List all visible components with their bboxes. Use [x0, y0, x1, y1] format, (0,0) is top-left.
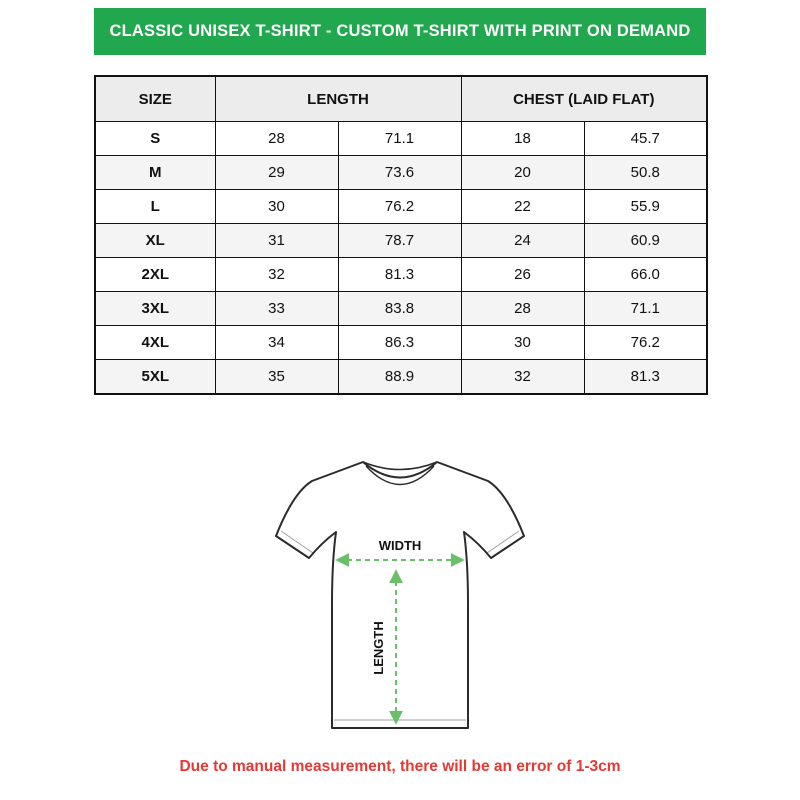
table-row: [95, 156, 707, 190]
cell-size: XL: [95, 224, 215, 258]
tshirt-measurement-diagram: [250, 436, 550, 752]
table-row: [95, 122, 707, 156]
cell-chest-cm: 50.8: [584, 156, 707, 190]
cell-chest-in: 32: [461, 360, 584, 395]
width-label: WIDTH: [378, 538, 422, 553]
cell-length-in: 35: [215, 360, 338, 395]
size-table: [94, 75, 708, 395]
cell-chest-cm: 45.7: [584, 122, 707, 156]
cell-length-cm: 88.9: [338, 360, 461, 395]
table-row: [95, 360, 707, 395]
table-row: [95, 326, 707, 360]
cell-length-in: 28: [215, 122, 338, 156]
cell-length-in: 34: [215, 326, 338, 360]
cell-length-in: 33: [215, 292, 338, 326]
cell-length-cm: 76.2: [338, 190, 461, 224]
cell-length-cm: 81.3: [338, 258, 461, 292]
cell-chest-in: 22: [461, 190, 584, 224]
tshirt-diagram-svg: [250, 436, 550, 752]
cell-length-in: 32: [215, 258, 338, 292]
cell-chest-cm: 66.0: [584, 258, 707, 292]
cell-length-cm: 83.8: [338, 292, 461, 326]
table-row: [95, 258, 707, 292]
cell-length-in: 31: [215, 224, 338, 258]
cell-length-cm: 86.3: [338, 326, 461, 360]
cell-size: L: [95, 190, 215, 224]
cell-size: 4XL: [95, 326, 215, 360]
cell-size: 2XL: [95, 258, 215, 292]
cell-chest-cm: 60.9: [584, 224, 707, 258]
measurement-error-note: Due to manual measurement, there will be an error of 1-3cm: [179, 758, 621, 775]
cell-length-cm: 71.1: [338, 122, 461, 156]
cell-size: S: [95, 122, 215, 156]
cell-chest-in: 24: [461, 224, 584, 258]
cell-length-cm: 73.6: [338, 156, 461, 190]
table-row: [95, 292, 707, 326]
cell-chest-cm: 71.1: [584, 292, 707, 326]
cell-size: 5XL: [95, 360, 215, 395]
cell-chest-cm: 76.2: [584, 326, 707, 360]
title-banner: [94, 8, 706, 55]
cell-length-in: 30: [215, 190, 338, 224]
cell-chest-in: 26: [461, 258, 584, 292]
header-length: LENGTH: [215, 76, 461, 122]
page-title: CLASSIC UNISEX T-SHIRT - CUSTOM T-SHIRT WITH PRINT ON DEMAND: [109, 22, 691, 40]
cell-chest-cm: 55.9: [584, 190, 707, 224]
table-row: [95, 190, 707, 224]
cell-size: M: [95, 156, 215, 190]
tshirt-back-collar: [363, 462, 437, 470]
tshirt-outline: [276, 462, 524, 728]
cell-chest-in: 18: [461, 122, 584, 156]
table-header-row: [95, 76, 707, 122]
cell-size: 3XL: [95, 292, 215, 326]
cell-length-in: 29: [215, 156, 338, 190]
header-size: SIZE: [95, 76, 215, 122]
cell-length-cm: 78.7: [338, 224, 461, 258]
cell-chest-in: 20: [461, 156, 584, 190]
cell-chest-in: 28: [461, 292, 584, 326]
cell-chest-in: 30: [461, 326, 584, 360]
header-chest: CHEST (LAID FLAT): [461, 76, 707, 122]
length-label: LENGTH: [371, 621, 386, 675]
cell-chest-cm: 81.3: [584, 360, 707, 395]
table-row: [95, 224, 707, 258]
